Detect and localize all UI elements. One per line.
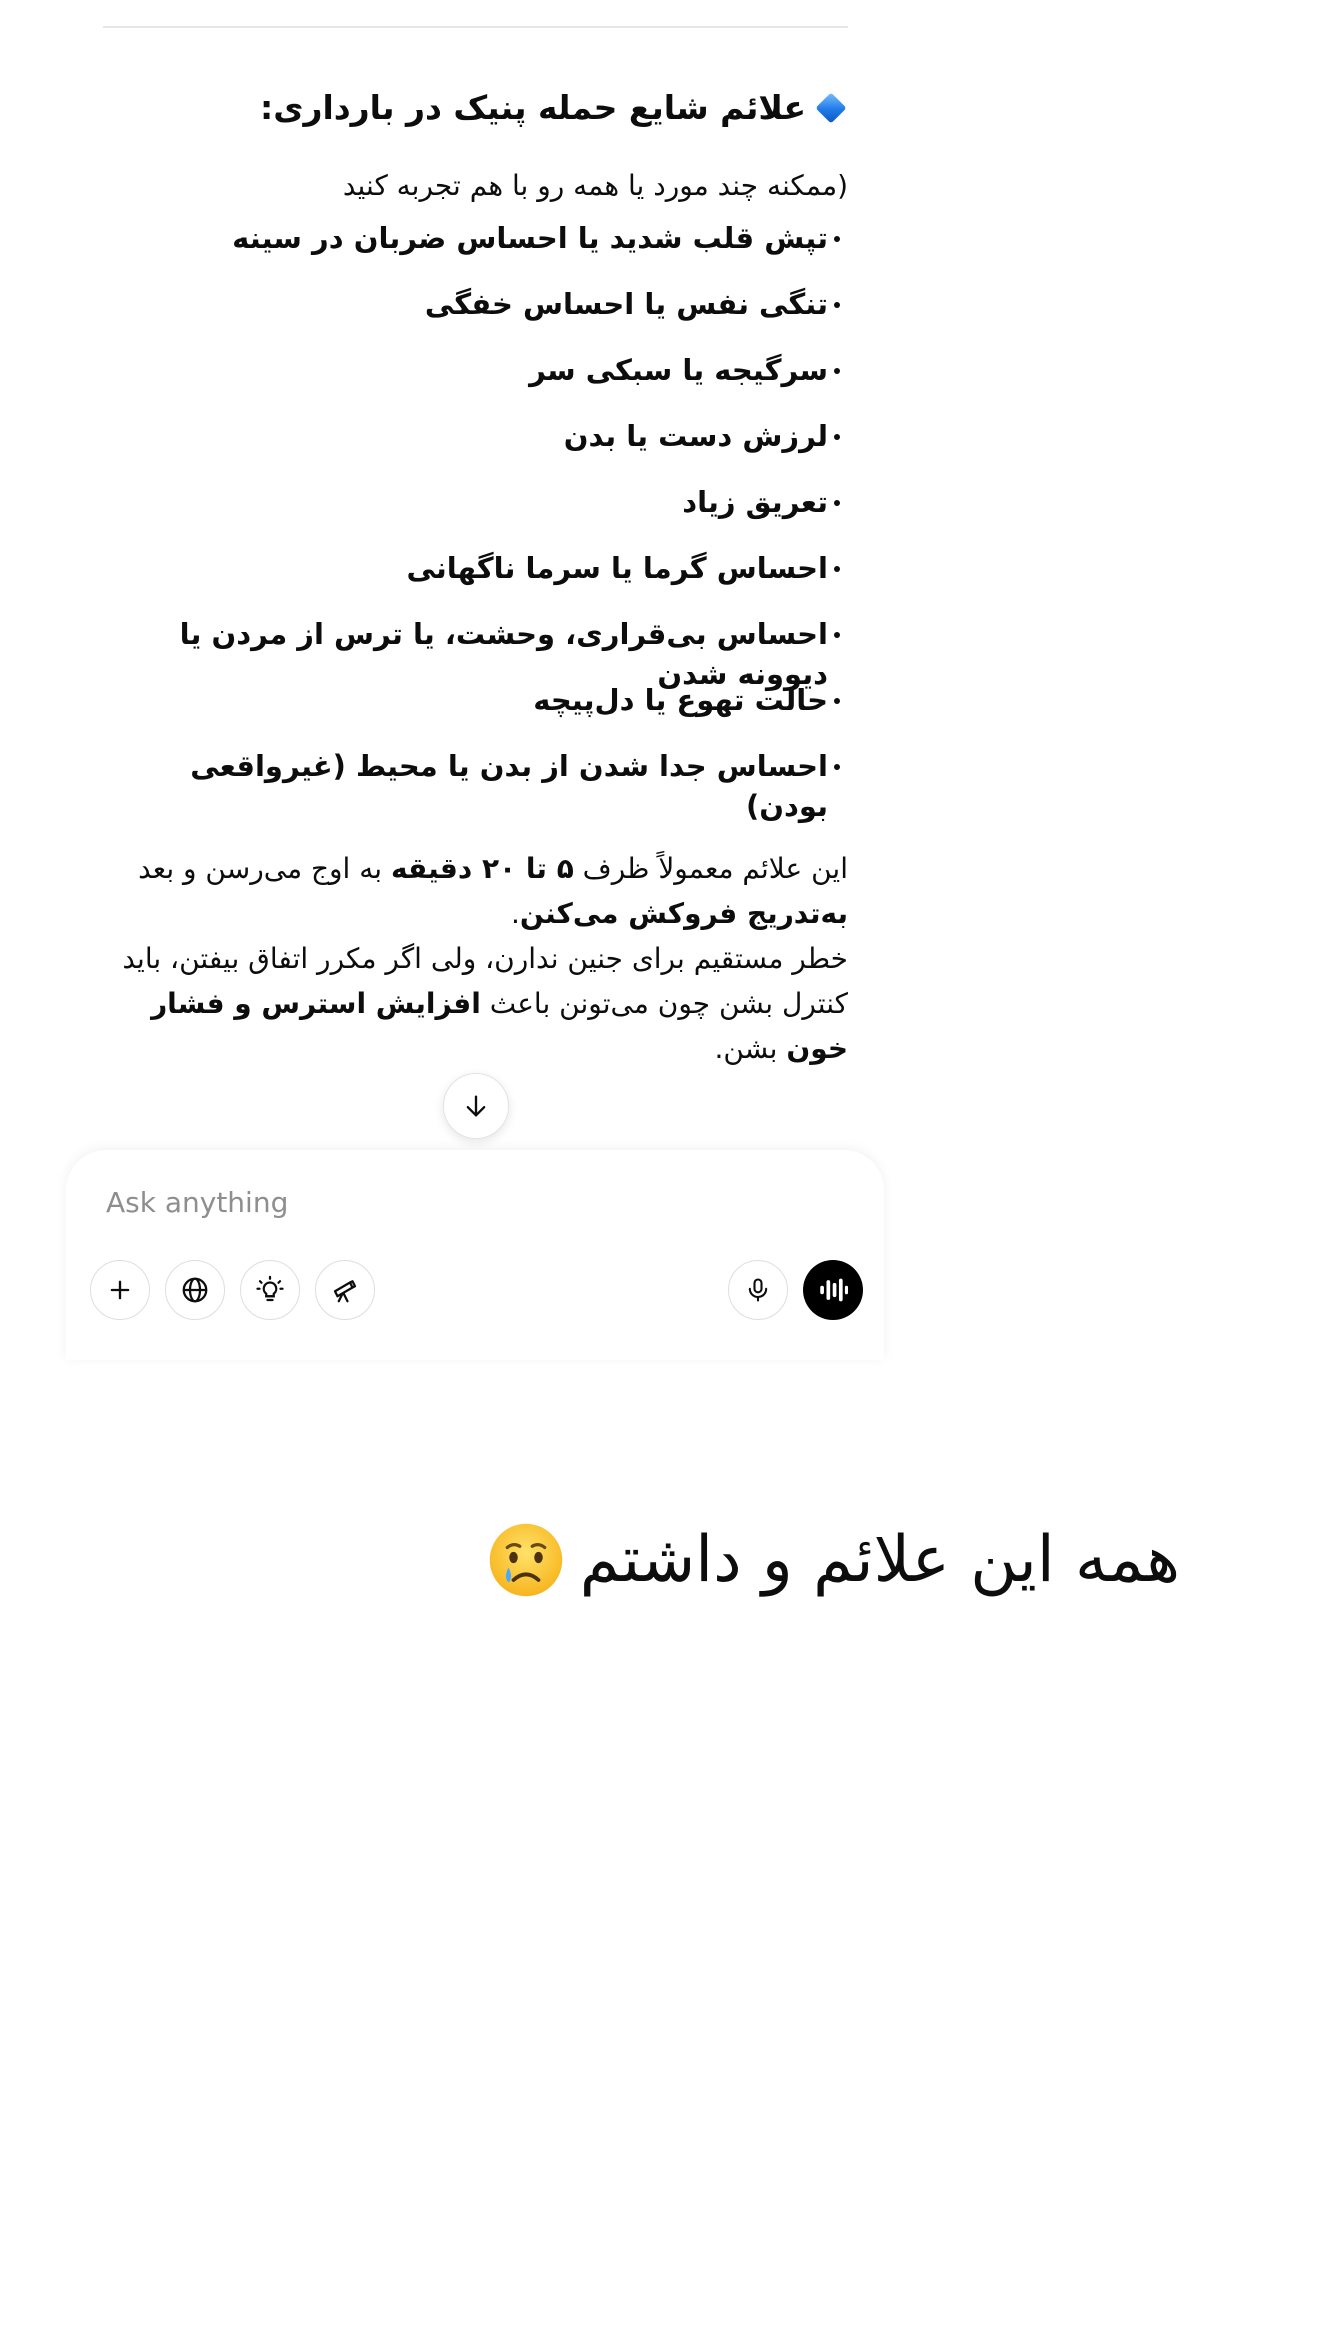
caption-text: همه این علائم و داشتم [579,1523,1180,1597]
bullet-icon [834,698,840,704]
bullet-icon [834,434,840,440]
microphone-icon [744,1276,772,1304]
list-item: تپش قلب شدید یا احساس ضربان در سینه [103,218,840,284]
bullet-icon [834,500,840,506]
list-item: احساس گرما یا سرما ناگهانی [103,548,840,614]
section-heading [103,86,848,130]
plus-icon [106,1276,134,1304]
bullet-icon [834,764,840,770]
deep-research-button[interactable] [315,1260,375,1320]
bullet-icon [834,566,840,572]
voice-mode-button[interactable] [803,1260,863,1320]
paragraph-risk: خطر مستقیم برای جنین ندارن، ولی اگر مکرر اتفاق بیفتن، باید کنترل بشن چون می‌تونن باعث افزایش استرس و فشار خون بشن. [122,942,848,1065]
arrow-down-icon [462,1092,490,1120]
dictate-button[interactable] [728,1260,788,1320]
overlay-caption [480,1500,1180,1620]
blue-diamond-icon [815,92,846,123]
scroll-to-bottom-button[interactable] [443,1073,509,1139]
bullet-icon [834,632,840,638]
web-search-button[interactable] [165,1260,225,1320]
voice-mode-icon [816,1273,850,1307]
divider [103,26,848,28]
composer [66,1150,884,1360]
list-item: لرزش دست یا بدن [103,416,840,482]
heading-text: علائم شایع حمله پنیک در بارداری: [260,88,806,127]
crying-face-icon [486,1520,566,1600]
list-item: حالت تهوع یا دل‌پیچه [103,680,840,746]
symptom-list [103,218,848,823]
lightbulb-icon [255,1275,285,1305]
list-item: احساس بی‌قراری، وحشت، یا ترس از مردن یا دیوونه شدن [103,614,840,680]
paragraph-duration: این علائم معمولاً ظرف ۵ تا ۲۰ دقیقه به اوج می‌رسن و بعد به‌تدریج فروکش می‌کنن. [138,852,848,930]
reason-button[interactable] [240,1260,300,1320]
bullet-icon [834,236,840,242]
bullet-icon [834,302,840,308]
list-item: احساس جدا شدن از بدن یا محیط (غیرواقعی بودن) [103,746,840,812]
list-item: سرگیجه یا سبکی سر [103,350,840,416]
note-text: (ممکنه چند مورد یا همه رو با هم تجربه کنید [342,169,848,202]
list-item: تنگی نفس یا احساس خفگی [103,284,840,350]
telescope-icon [330,1275,360,1305]
globe-icon [180,1275,210,1305]
bullet-icon [834,368,840,374]
prompt-input[interactable] [106,1186,846,1219]
assistant-message [103,60,848,1071]
add-attachment-button[interactable] [90,1260,150,1320]
list-item: تعریق زیاد [103,482,840,548]
